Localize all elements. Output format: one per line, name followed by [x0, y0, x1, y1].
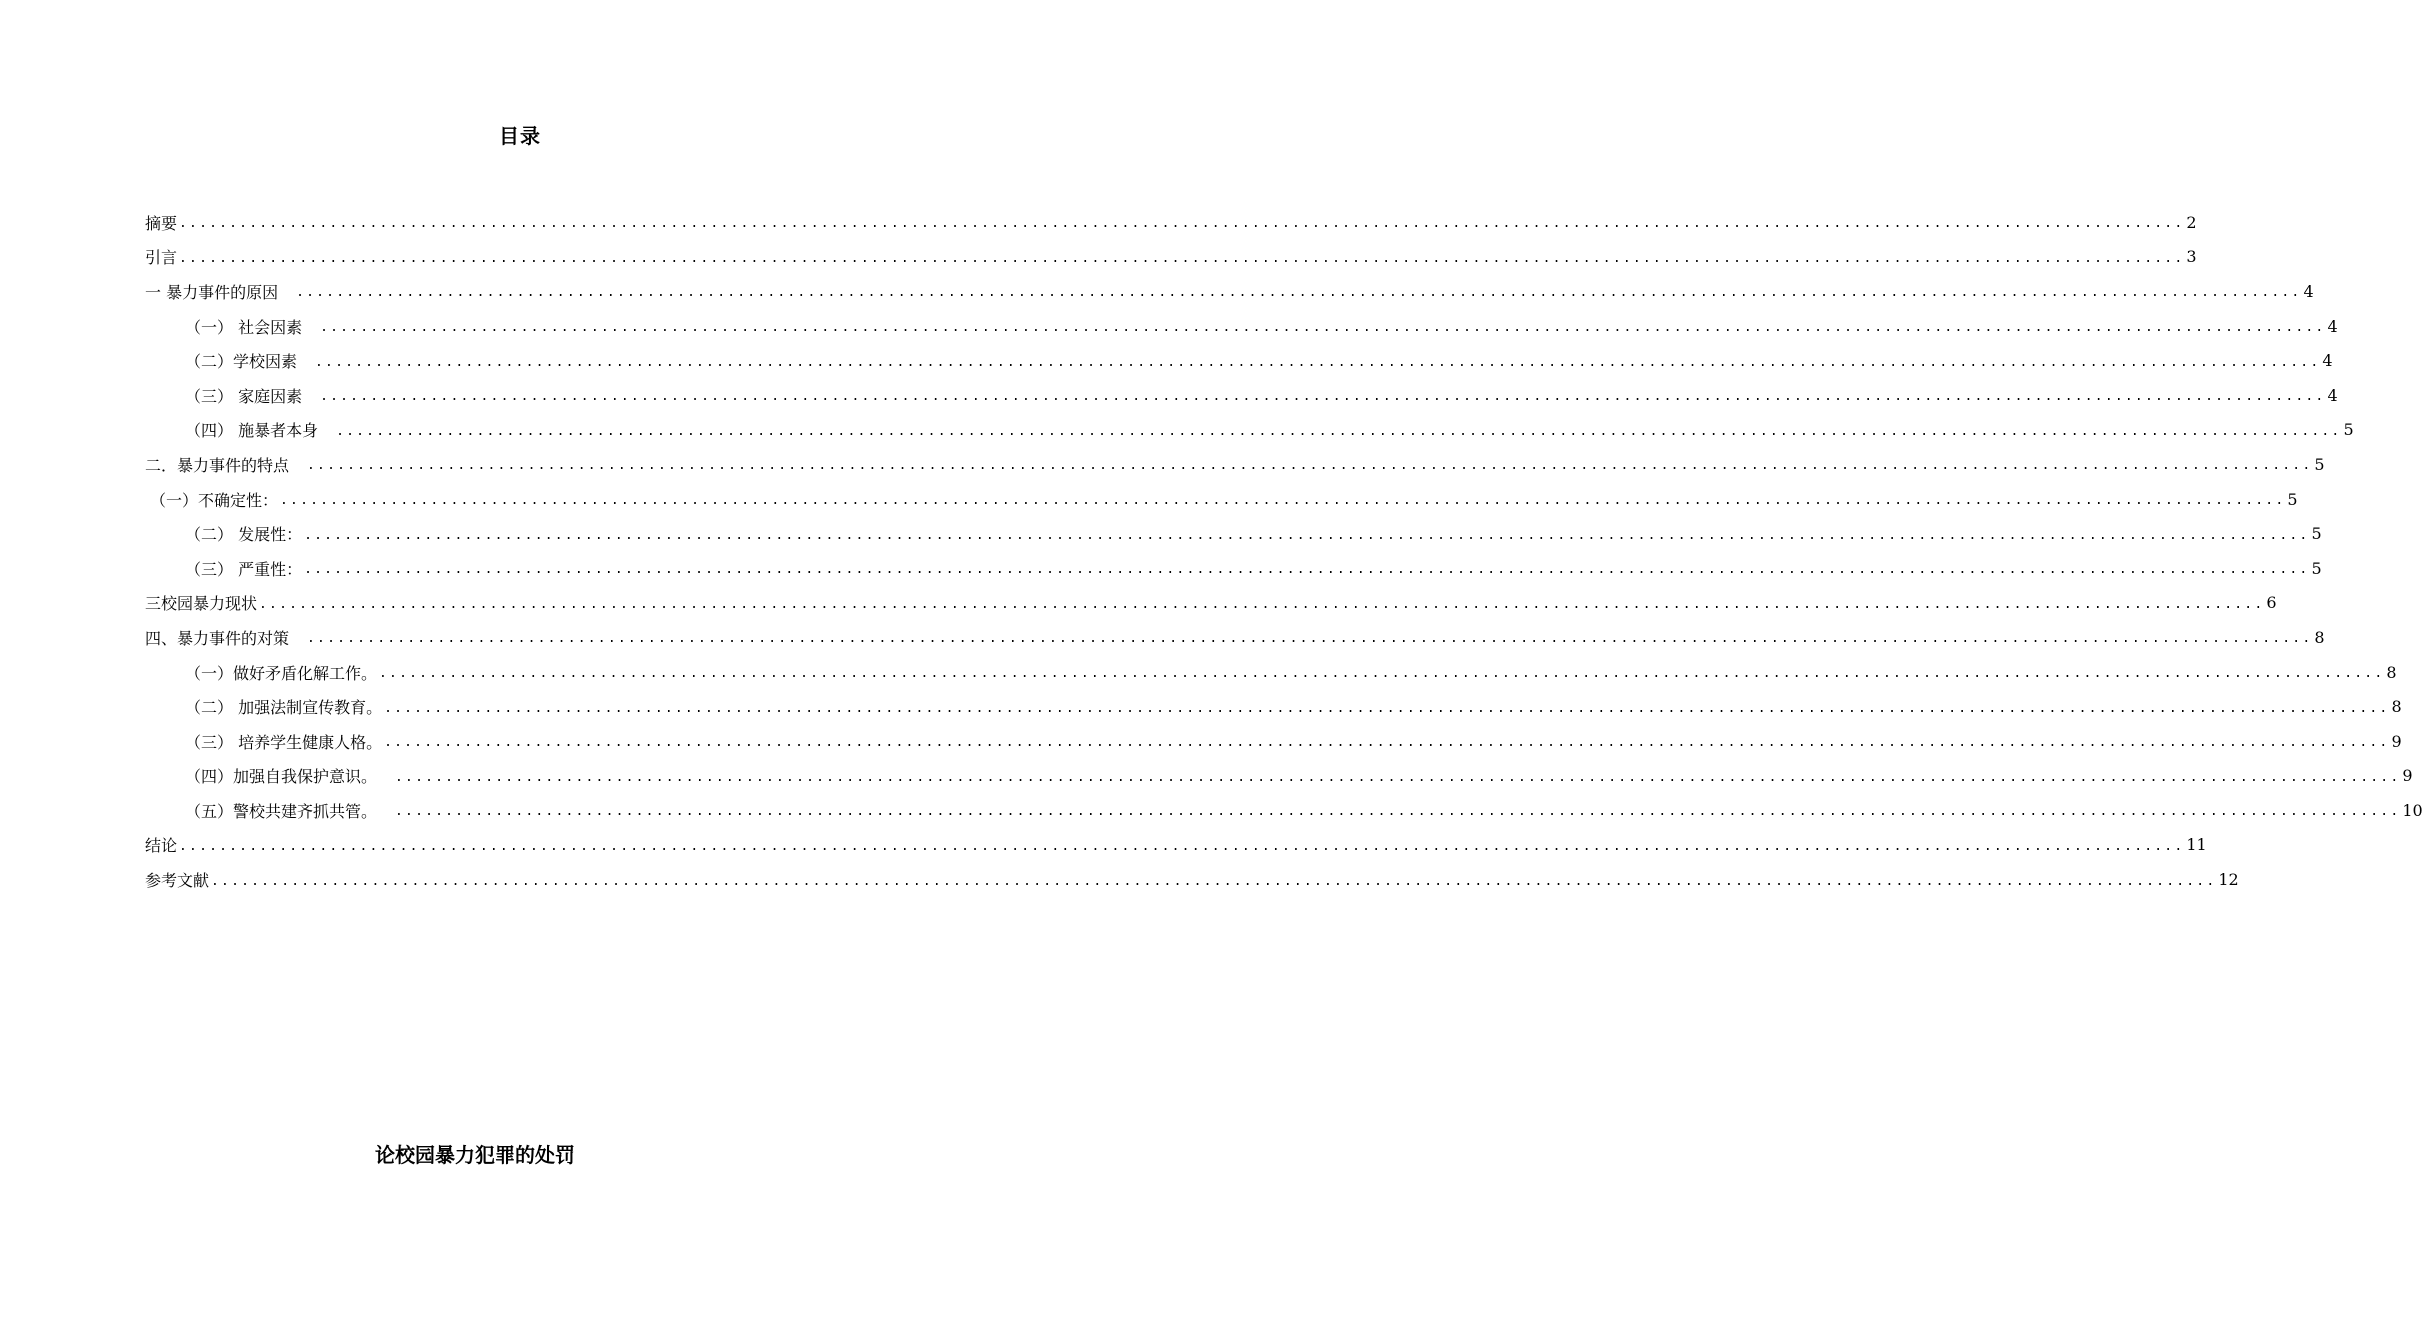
- toc-leader-dots: ........................................................................................................................................................................................................: [384, 700, 2390, 716]
- toc-title: 目录: [499, 124, 541, 148]
- toc-entry-text: 四、暴力事件的对策: [145, 628, 290, 648]
- toc-leader-dots: ........................................................................................................................................................................................................: [336, 423, 2342, 439]
- toc-leader-dots: ........................................................................................................................................................................................................: [211, 873, 2217, 889]
- toc-entry-text: （五）警校共建齐抓共管。: [185, 801, 378, 821]
- toc-entry-page: 9: [2391, 731, 2402, 751]
- toc-entry-text: 参考文献: [145, 871, 210, 891]
- toc-entry[interactable]: [145, 205, 2197, 240]
- toc-entry-page: 9: [2402, 766, 2413, 786]
- toc-entry-page: 5: [2311, 524, 2322, 544]
- toc-entry-text: （四） 施暴者本身: [185, 421, 319, 441]
- toc-leader-dots: ........................................................................................................................................................................................................: [315, 354, 2321, 370]
- toc-leader-dots: ........................................................................................................................................................................................................: [304, 562, 2310, 578]
- toc-entry-page: 2: [2186, 212, 2197, 232]
- toc-entry[interactable]: [145, 759, 2413, 794]
- toc-entry[interactable]: [145, 447, 2325, 482]
- toc-entry-text: （二） 发展性：: [185, 525, 303, 545]
- toc-entry-text: （一） 社会因素: [185, 317, 303, 337]
- toc-entry[interactable]: [145, 240, 2197, 275]
- toc-entry-page: 5: [2287, 489, 2298, 509]
- toc-entry-page: 4: [2322, 351, 2333, 371]
- toc-entry-text: （三） 家庭因素: [185, 386, 303, 406]
- toc-entry-text: 二．暴力事件的特点: [145, 455, 290, 475]
- toc-entry-page: 8: [2314, 627, 2325, 647]
- toc-entry[interactable]: [145, 378, 2338, 413]
- toc-entry-text: （一）做好矛盾化解工作。: [185, 663, 378, 683]
- toc-entry-text: 引言: [145, 248, 178, 268]
- toc-entry[interactable]: [145, 620, 2325, 655]
- toc-entry-page: 5: [2311, 558, 2322, 578]
- toc-leader-dots: ........................................................................................................................................................................................................: [307, 631, 2313, 647]
- toc-entry[interactable]: [145, 689, 2402, 724]
- toc-entry-page: 4: [2327, 385, 2338, 405]
- toc-entry[interactable]: [145, 309, 2338, 344]
- toc-entry[interactable]: [145, 551, 2322, 586]
- toc-entry-page: 10: [2402, 800, 2423, 820]
- toc-entry-text: 一 暴力事件的原因: [145, 282, 279, 302]
- toc-entry-text: （三） 严重性：: [185, 559, 303, 579]
- toc-leader-dots: ........................................................................................................................................................................................................: [307, 458, 2313, 474]
- toc-entry-page: 12: [2218, 870, 2239, 890]
- toc-leader-dots: ........................................................................................................................................................................................................: [179, 838, 2185, 854]
- toc-entry-page: 5: [2343, 420, 2354, 440]
- toc-entry[interactable]: [145, 413, 2354, 448]
- toc-leader-dots: ........................................................................................................................................................................................................: [379, 666, 2385, 682]
- toc-entry-page: 3: [2186, 247, 2197, 267]
- toc-entry-page: 4: [2327, 316, 2338, 336]
- toc-entry-page: 8: [2386, 662, 2397, 682]
- toc-entry-text: 结论: [145, 836, 178, 856]
- toc-entry[interactable]: [145, 516, 2322, 551]
- toc-leader-dots: ........................................................................................................................................................................................................: [296, 285, 2302, 301]
- toc-entry-page: 5: [2314, 454, 2325, 474]
- toc-leader-dots: ........................................................................................................................................................................................................: [259, 596, 2265, 612]
- toc-entry[interactable]: [145, 862, 2239, 897]
- toc-leader-dots: ........................................................................................................................................................................................................: [280, 493, 2286, 509]
- toc-entry[interactable]: [145, 343, 2333, 378]
- toc-entry-text: （二）学校因素: [185, 352, 298, 372]
- toc-leader-dots: ........................................................................................................................................................................................................: [304, 527, 2310, 543]
- toc-entry-text: 摘要: [145, 213, 178, 233]
- toc-entry-text: （一）不确定性：: [150, 490, 279, 510]
- toc-leader-dots: ........................................................................................................................................................................................................: [384, 735, 2390, 751]
- paper-title: 论校园暴力犯罪的处罚: [375, 1143, 575, 1167]
- toc-entry-page: 4: [2303, 281, 2314, 301]
- toc-entry[interactable]: [145, 586, 2277, 621]
- toc-leader-dots: ........................................................................................................................................................................................................: [395, 769, 2401, 785]
- toc-leader-dots: ........................................................................................................................................................................................................: [320, 389, 2326, 405]
- toc-leader-dots: ........................................................................................................................................................................................................: [179, 216, 2185, 232]
- toc-entry[interactable]: [145, 828, 2207, 863]
- toc-leader-dots: ........................................................................................................................................................................................................: [179, 250, 2185, 266]
- toc-entry[interactable]: [145, 274, 2314, 309]
- toc-entry-text: （三） 培养学生健康人格。: [185, 732, 383, 752]
- toc-entry[interactable]: [145, 482, 2298, 517]
- toc-entry[interactable]: [145, 655, 2397, 690]
- toc-entry-text: （二） 加强法制宣传教育。: [185, 698, 383, 718]
- toc-entry-text: （四）加强自我保护意识。: [185, 767, 378, 787]
- toc-entry-page: 11: [2186, 835, 2207, 855]
- toc-entry-page: 8: [2391, 697, 2402, 717]
- toc-entry-text: 三校园暴力现状: [145, 594, 258, 614]
- toc-entry[interactable]: [145, 724, 2402, 759]
- toc-leader-dots: ........................................................................................................................................................................................................: [320, 320, 2326, 336]
- table-of-contents: [145, 205, 2423, 897]
- toc-leader-dots: ........................................................................................................................................................................................................: [395, 804, 2401, 820]
- toc-entry-page: 6: [2266, 593, 2277, 613]
- toc-entry[interactable]: [145, 793, 2423, 828]
